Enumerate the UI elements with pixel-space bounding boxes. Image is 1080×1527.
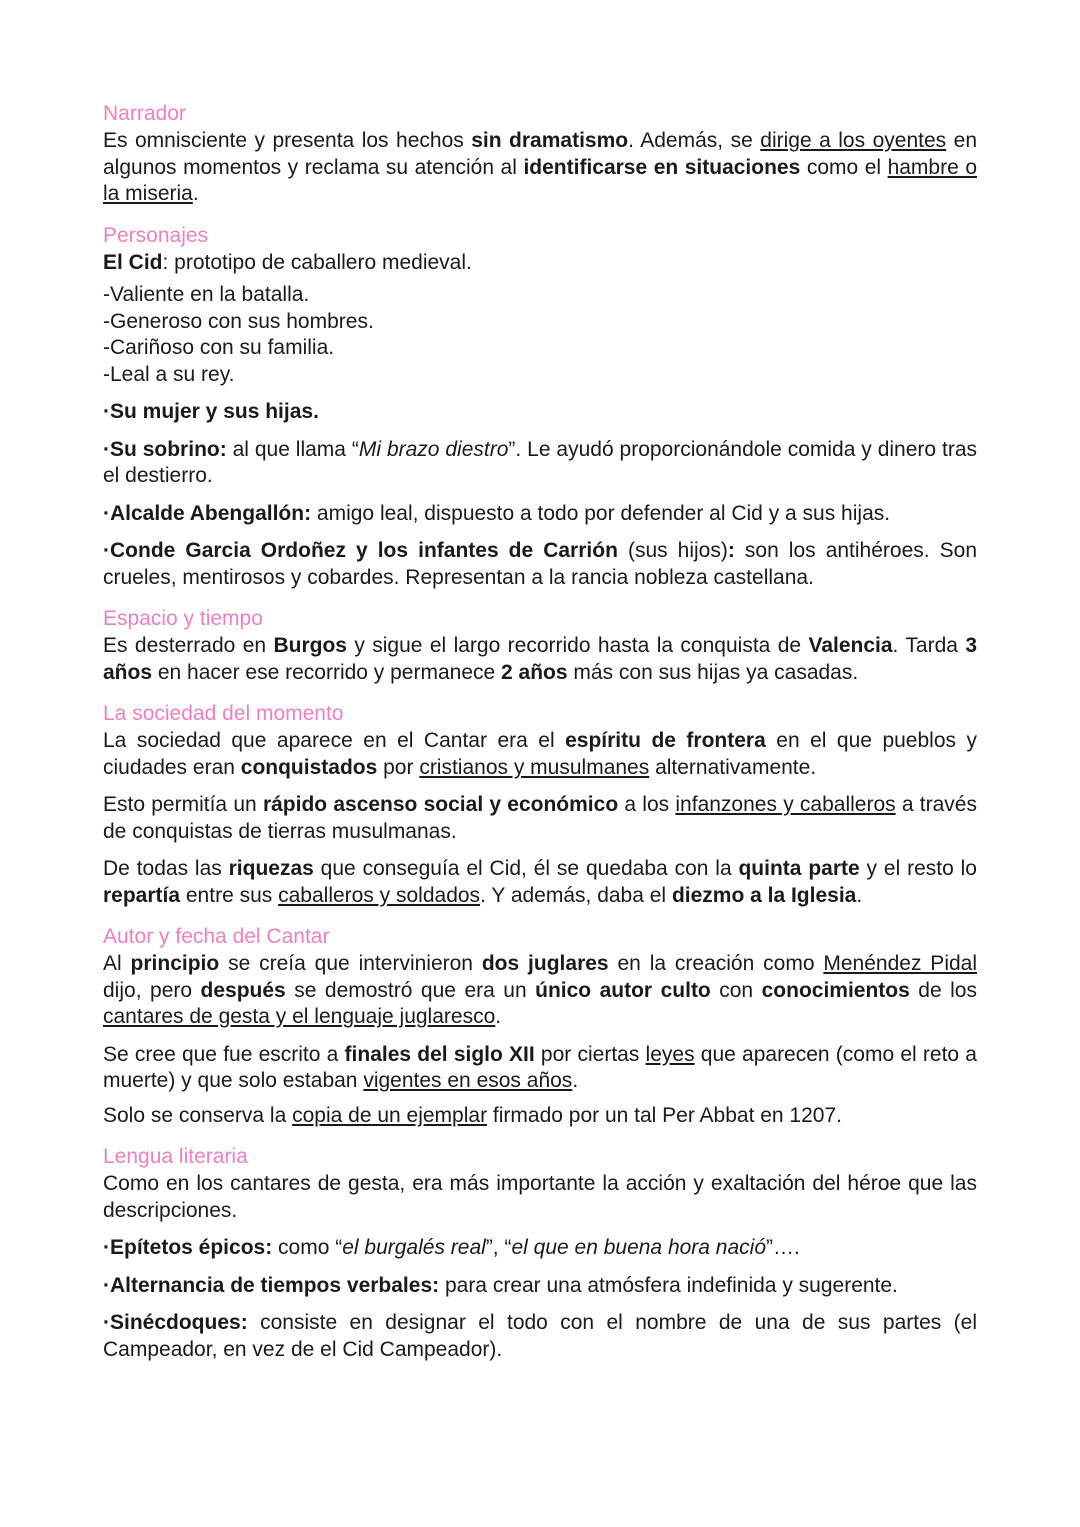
- heading-lengua-literaria: Lengua literaria: [103, 1145, 248, 1168]
- sociedad-paragraph-3: De todas las riquezas que conseguía el Cid, él se quedaba con la quinta parte y el resto lo repartía entre sus caballeros y soldados. Y además, daba el diezmo a la Iglesia.: [103, 857, 977, 907]
- personaje-cid: El Cid: prototipo de caballero medieval.: [103, 250, 472, 274]
- personaje-alcalde: ·Alcalde Abengallón: amigo leal, dispuesto a todo por defender al Cid y a sus hijas.: [103, 501, 891, 525]
- espacio-paragraph: Es desterrado en Burgos y sigue el largo recorrido hasta la conquista de Valencia. Tarda 3 años en hacer ese recorrido y permanece 2 años más con sus hijas ya casadas.: [103, 634, 978, 684]
- lengua-alternancia: ·Alternancia de tiempos verbales: para crear una atmósfera indefinida y sugerente.: [103, 1273, 898, 1297]
- sociedad-paragraph-2: Esto permitía un rápido ascenso social y económico a los infanzones y caballeros a través de conquistas de tierras musulmanas.: [103, 793, 977, 843]
- autor-paragraph-1: Al principio se creía que intervinieron dos juglares en la creación como Menéndez Pidal dijo, pero después se demostró que era un único autor culto con conocimientos de los cantares de gesta y el lenguaje juglaresco.: [103, 952, 978, 1028]
- cid-trait: -Leal a su rey.: [103, 362, 235, 386]
- lengua-paragraph: Como en los cantares de gesta, era más importante la acción y exaltación del héroe que las descripciones.: [103, 1172, 977, 1222]
- heading-personajes: Personajes: [103, 223, 209, 247]
- sociedad-paragraph-1: La sociedad que aparece en el Cantar era el espíritu de frontera en el que pueblos y ciudades eran conquistados por cristianos y musulmanes alternativamente.: [103, 729, 977, 779]
- personaje-mujer: ·Su mujer y sus hijas.: [103, 400, 319, 423]
- heading-espacio-tiempo: Espacio y tiempo: [103, 607, 263, 630]
- lengua-epitetos: ·Epítetos épicos: como “el burgalés real”, “el que en buena hora nació”….: [103, 1236, 800, 1259]
- autor-paragraph-3: Solo se conserva la copia de un ejemplar firmado por un tal Per Abbat en 1207.: [103, 1103, 842, 1127]
- heading-narrador: Narrador: [103, 102, 186, 125]
- cid-trait: -Valiente en la batalla.: [103, 283, 310, 306]
- narrador-paragraph: Es omnisciente y presenta los hechos sin dramatismo. Además, se dirige a los oyentes en algunos momentos y reclama su atención al identificarse en situaciones como el hambre o la miseria.: [103, 129, 977, 205]
- document-page: [103, 100, 977, 1363]
- personaje-sobrino: ·Su sobrino: al que llama “Mi brazo diestro”. Le ayudó proporcionándole comida y dinero tras el destierro.: [103, 437, 977, 487]
- heading-autor-fecha: Autor y fecha del Cantar: [103, 925, 330, 948]
- lengua-sinecdoques: ·Sinécdoques: consiste en designar el todo con el nombre de una de sus partes (el Campeador, en vez de el Cid Campeador).: [103, 1311, 977, 1361]
- cid-trait: -Cariñoso con su familia.: [103, 336, 335, 359]
- personaje-conde: ·Conde Garcia Ordoñez y los infantes de Carrión (sus hijos): son los antihéroes. Son crueles, mentirosos y cobardes. Representan a la rancia nobleza castellana.: [103, 539, 978, 589]
- autor-paragraph-2: Se cree que fue escrito a finales del siglo XII por ciertas leyes que aparecen (como el reto a muerte) y que solo estaban vigentes en esos años.: [103, 1042, 977, 1092]
- cid-trait: -Generoso con sus hombres.: [103, 309, 374, 333]
- heading-sociedad: La sociedad del momento: [103, 702, 344, 725]
